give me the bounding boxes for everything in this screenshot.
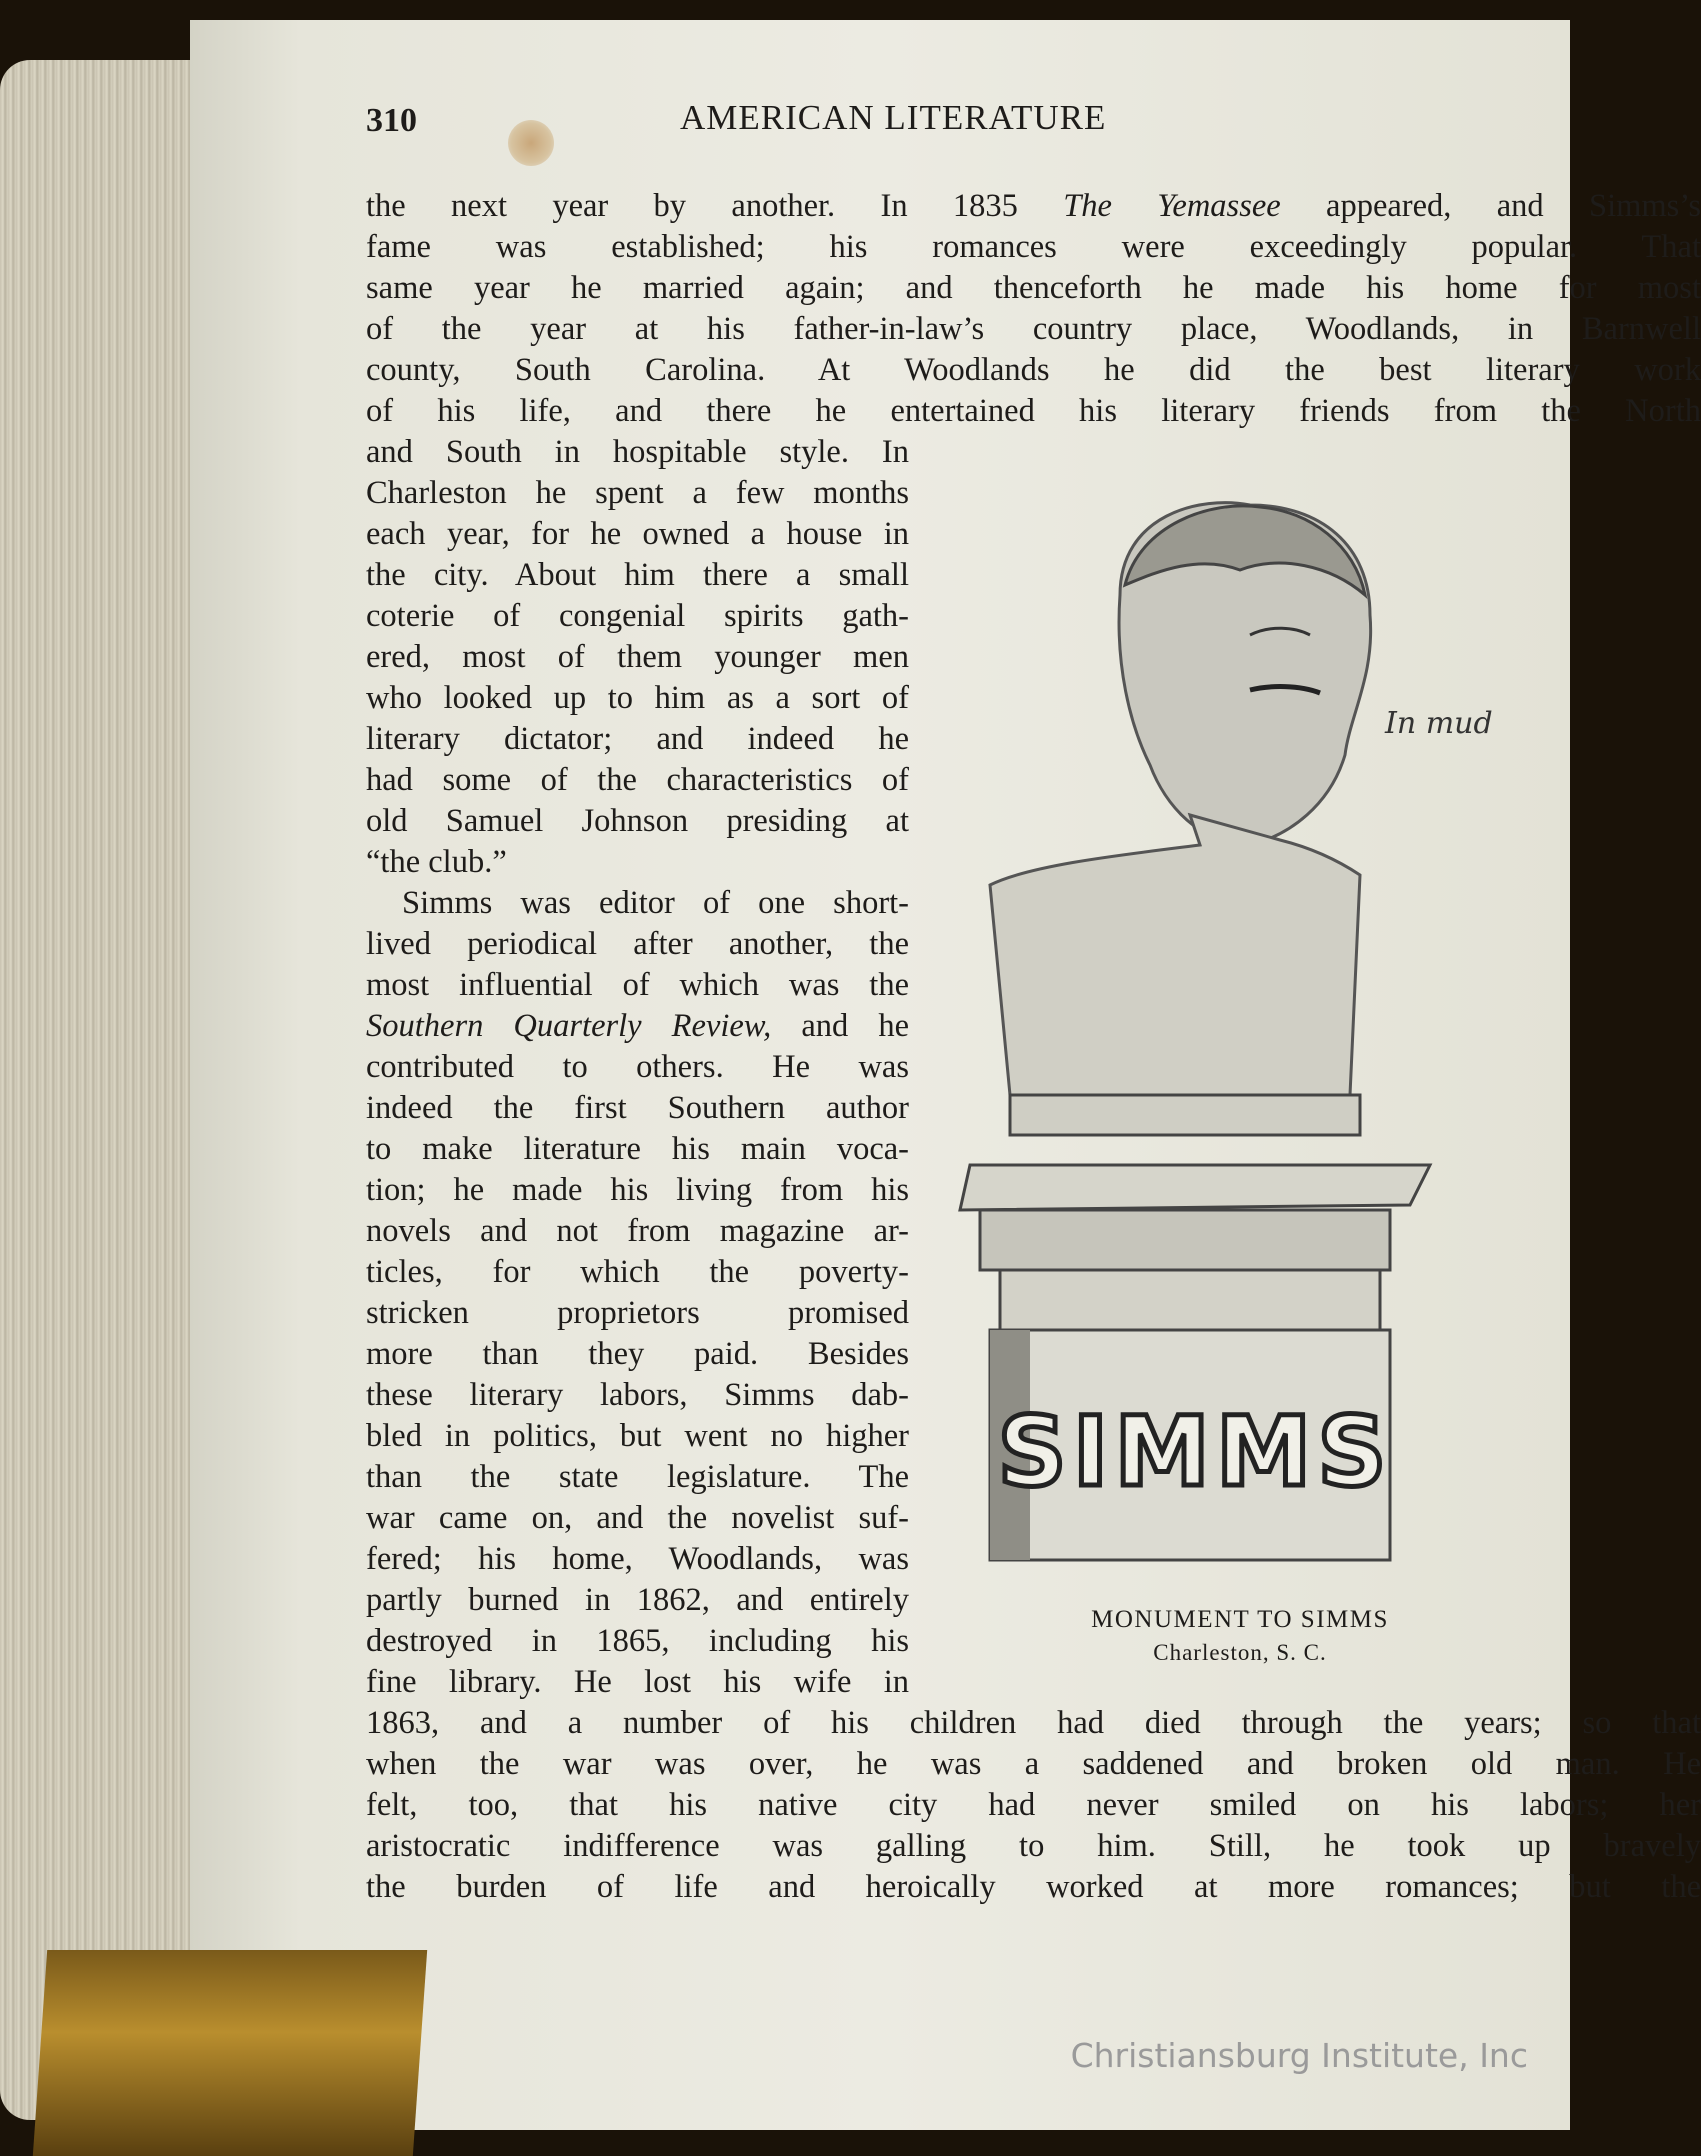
column-line: had some of the characteristics of [366, 762, 909, 798]
column-line: lived periodical after another, the [366, 926, 909, 962]
book-cover-corner [33, 1950, 427, 2156]
page-number: 310 [366, 102, 417, 139]
bust-shoulders [990, 815, 1360, 1095]
bust-head [1119, 503, 1371, 845]
body-line-4: of the year at his father-in-law’s country place, Woodlands, in Barnwell [366, 311, 1701, 347]
column-line: tion; he made his living from his [366, 1172, 909, 1208]
column-line: the city. About him there a small [366, 557, 909, 593]
svg-text:In mud: In mud [1385, 706, 1493, 741]
column-line: literary dictator; and indeed he [366, 721, 909, 757]
simms-monument-illustration [950, 475, 1510, 1595]
column-line: these literary labors, Simms dab- [366, 1377, 909, 1413]
column-line: coterie of congenial spirits gath- [366, 598, 909, 634]
column-line: and South in hospitable style. In [366, 434, 909, 470]
column-line: destroyed in 1865, including his [366, 1623, 909, 1659]
column-line: to make literature his main voca- [366, 1131, 909, 1167]
body-line-bottom-5: the burden of life and heroically worked at more romances; but the [366, 1869, 1701, 1905]
body-line-3: same year he married again; and thenceforth he made his home for most [366, 270, 1701, 306]
figure-caption-place: Charleston, S. C. [1153, 1640, 1327, 1665]
body-line-bottom-3: felt, too, that his native city had never smiled on his labors; her [366, 1787, 1701, 1823]
watermark: Christiansburg Institute, Inc [1070, 2036, 1528, 2075]
column-line: most influential of which was the [366, 967, 909, 1003]
body-line-2: fame was established; his romances were exceedingly popular. That [366, 229, 1701, 265]
column-line: bled in politics, but went no higher [366, 1418, 909, 1454]
monument-inscription: SIMMS [997, 1396, 1393, 1508]
column-line: old Samuel Johnson presiding at [366, 803, 909, 839]
column-line: indeed the first Southern author [366, 1090, 909, 1126]
column-line: fine library. He lost his wife in [366, 1664, 909, 1700]
column-line: stricken proprietors promised [366, 1295, 909, 1331]
body-line-6: of his life, and there he entertained his literary friends from the North [366, 393, 1701, 429]
column-line: Simms was editor of one short- [402, 885, 909, 921]
column-line: contributed to others. He was [366, 1049, 909, 1085]
body-line-5: county, South Carolina. At Woodlands he did the best literary work [366, 352, 1701, 388]
column-line: more than they paid. Besides [366, 1336, 909, 1372]
column-line: partly burned in 1862, and entirely [366, 1582, 909, 1618]
book-page [190, 20, 1701, 2130]
column-line: each year, for he owned a house in [366, 516, 909, 552]
column-line: “the club.” [366, 844, 507, 880]
column-line: war came on, and the novelist suf- [366, 1500, 909, 1536]
column-line: novels and not from magazine ar- [366, 1213, 909, 1249]
annotation-handwriting [1384, 706, 1493, 741]
page-stain [508, 120, 554, 166]
column-line: Charleston he spent a few months [366, 475, 909, 511]
column-line-review: Southern Quarterly Review, and he [366, 1008, 909, 1044]
body-line-bottom-2: when the war was over, he was a saddened and broken old man. He [366, 1746, 1701, 1782]
column-line: who looked up to him as a sort of [366, 680, 909, 716]
body-line-bottom-1: 1863, and a number of his children had died through the years; so that [366, 1705, 1701, 1741]
body-line-bottom-4: aristocratic indifference was galling to him. Still, he took up bravely [366, 1828, 1701, 1864]
column-line: than the state legislature. The [366, 1459, 909, 1495]
column-line: fered; his home, Woodlands, was [366, 1541, 909, 1577]
running-head: AMERICAN LITERATURE [680, 98, 1107, 137]
figure-caption-title: MONUMENT TO SIMMS [1091, 1606, 1389, 1633]
column-line: ered, most of them younger men [366, 639, 909, 675]
column-line: ticles, for which the poverty- [366, 1254, 909, 1290]
book-page-edges [0, 60, 190, 2120]
body-line-1: the next year by another. In 1835 The Yemassee appeared, and Simms’s [366, 188, 1701, 224]
